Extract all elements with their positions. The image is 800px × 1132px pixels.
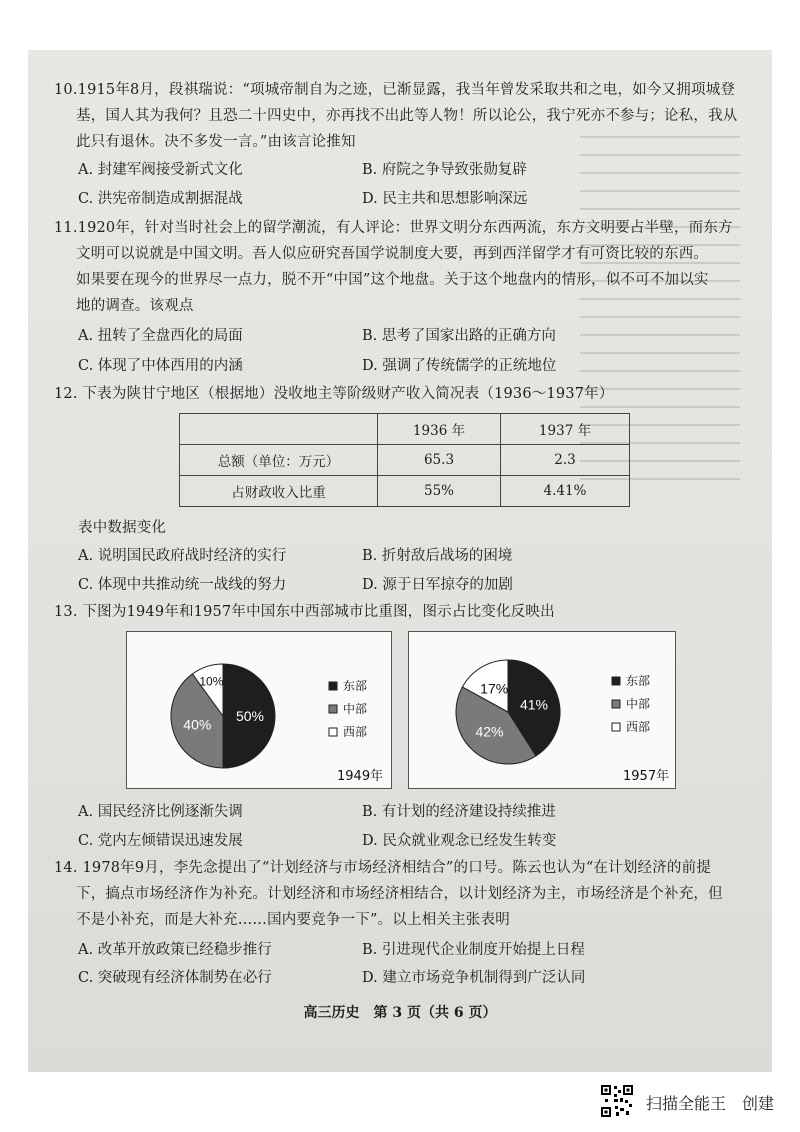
q10-line-2: 基，国人其为我何？且恐二十四史中，亦再找不出此等人物！所以论公，我宁死亦不参与；论私，我从	[76, 108, 738, 124]
table-cell: 55%	[378, 476, 501, 507]
q13-option-d[interactable]: D. 民众就业观念已经发生转变	[362, 833, 557, 849]
q10-option-b[interactable]: B. 府院之争导致张勋复辟	[362, 162, 527, 178]
legend-label: 东部	[626, 674, 651, 688]
q10-option-d[interactable]: D. 民主共和思想影响深远	[362, 191, 528, 207]
table-header-1936: 1936 年	[378, 414, 501, 445]
legend-swatch	[612, 677, 620, 685]
q11-line-4: 地的调查。该观点	[76, 298, 194, 314]
q12-option-c[interactable]: C. 体现中共推动统一战线的努力	[78, 577, 287, 593]
pie-label: 41%	[519, 696, 549, 713]
pie-label: 17%	[480, 680, 509, 697]
q14-line-3: 不是小补充，而是大补充……国内要竞争一下”。以上相关主张表明	[76, 912, 510, 928]
q14-line-2: 下，搞点市场经济作为补充。计划经济和市场经济相结合，以计划经济为主，市场经济是个补充，但	[76, 886, 723, 902]
q12-table	[179, 413, 630, 507]
chart-year-title: 1957年	[623, 769, 670, 784]
q14-option-c[interactable]: C. 突破现有经济体制势在必行	[78, 970, 272, 986]
chart-year-title: 1949年	[337, 769, 384, 784]
q10-line-3: 此只有退休。决不多发一言。”由该言论推知	[76, 134, 356, 150]
q10-option-c[interactable]: C. 洪宪帝制造成割据混战	[78, 191, 243, 207]
page-footer: 高三历史 第 3 页（共 6 页）	[303, 1005, 497, 1021]
q14-option-d[interactable]: D. 建立市场竞争机制得到广泛认同	[362, 970, 586, 986]
q11-line-2: 文明可以说就是中国文明。吾人似应研究吾国学说制度大要，再到西洋留学才有可资比较的东西。	[76, 246, 709, 262]
legend-label: 西部	[626, 720, 651, 734]
brand-watermark: 扫描全能王 创建	[645, 1094, 774, 1113]
q13-option-a[interactable]: A. 国民经济比例逐渐失调	[78, 804, 243, 820]
q11-option-d[interactable]: D. 强调了传统儒学的正统地位	[362, 358, 557, 374]
q13-line-1: 13. 下图为1949年和1957年中国东中西部城市比重图，图示占比变化反映出	[54, 604, 555, 620]
table-header-1937: 1937 年	[501, 414, 630, 445]
q12-after-table: 表中数据变化	[78, 520, 167, 536]
q10-option-a[interactable]: A. 封建军阀接受新式文化	[78, 162, 243, 178]
q13-option-b[interactable]: B. 有计划的经济建设持续推进	[362, 804, 556, 820]
q10-line-1: 10.1915年8月，段祺瑞说：“项城帝制自为之迹，已渐显露，我当年曾发采取共和之电，如今又拥项城登	[54, 82, 736, 98]
legend-swatch	[329, 728, 337, 736]
legend-label: 西部	[343, 725, 368, 739]
q14-option-a[interactable]: A. 改革开放政策已经稳步推行	[78, 942, 272, 958]
pie-label: 10%	[199, 674, 224, 689]
chart-1957-frame	[408, 631, 676, 789]
legend-label: 中部	[626, 697, 651, 711]
legend-swatch	[329, 682, 337, 690]
legend-swatch	[612, 700, 620, 708]
table-cell: 65.3	[378, 445, 501, 476]
pie-label: 40%	[183, 716, 212, 733]
chart-1957	[409, 632, 675, 788]
q13-option-c[interactable]: C. 党内左倾错误迅速发展	[78, 833, 243, 849]
legend-label: 中部	[343, 702, 368, 716]
legend-swatch	[329, 705, 337, 713]
legend-swatch	[612, 723, 620, 731]
q11-option-c[interactable]: C. 体现了中体西用的内涵	[78, 358, 243, 374]
chart-1949	[127, 632, 391, 788]
q12-option-d[interactable]: D. 源于日军掠夺的加剧	[362, 577, 513, 593]
q11-line-1: 11.1920年，针对当时社会上的留学潮流，有人评论：世界文明分东西两流，东方文明要占半壁，而东方	[54, 220, 733, 236]
table-row-label: 占财政收入比重	[180, 476, 378, 507]
table-cell: 4.41%	[501, 476, 630, 507]
pie-label: 50%	[235, 708, 265, 724]
q14-line-1: 14. 1978年9月，李先念提出了“计划经济与市场经济相结合”的口号。陈云也认为“在计划经济的前提	[54, 860, 712, 876]
q11-option-a[interactable]: A. 扭转了全盘西化的局面	[78, 328, 243, 344]
q12-line-1: 12. 下表为陕甘宁地区（根据地）没收地主等阶级财产收入简况表（1936～1937年）	[54, 386, 614, 402]
table-header-empty	[180, 414, 378, 445]
table-cell: 2.3	[501, 445, 630, 476]
table-row-label: 总额（单位：万元）	[180, 445, 378, 476]
q12-option-b[interactable]: B. 折射敌后战场的困境	[362, 548, 513, 564]
q12-option-a[interactable]: A. 说明国民政府战时经济的实行	[78, 548, 287, 564]
q14-option-b[interactable]: B. 引进现代企业制度开始提上日程	[362, 942, 585, 958]
pie-label: 42%	[475, 723, 504, 740]
qr-code-icon	[600, 1084, 634, 1118]
q11-option-b[interactable]: B. 思考了国家出路的正确方向	[362, 328, 556, 344]
q11-line-3: 如果要在现今的世界尽一点力，脱不开“中国”这个地盘。关于这个地盘内的情形，似不可不加以实	[76, 272, 709, 288]
legend-label: 东部	[343, 679, 368, 693]
chart-1949-frame	[126, 631, 392, 789]
